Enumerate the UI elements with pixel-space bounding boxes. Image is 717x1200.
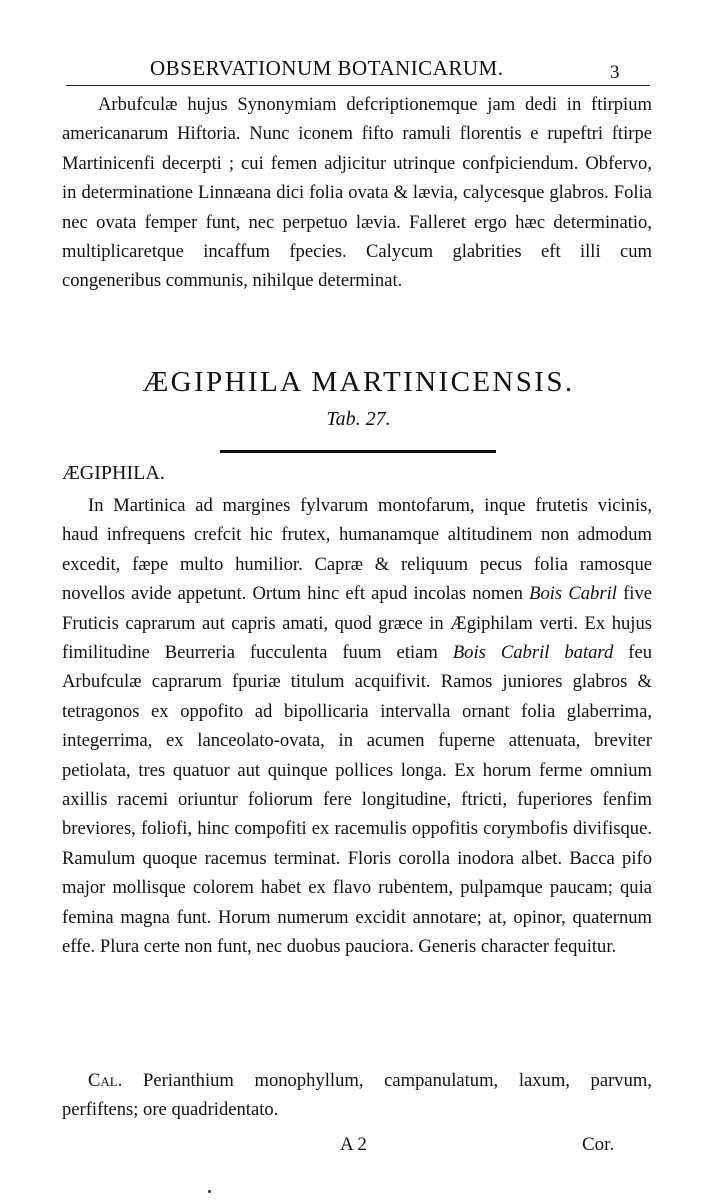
running-head bbox=[0, 52, 717, 86]
catchword: Cor. bbox=[582, 1134, 615, 1155]
header-rule bbox=[66, 85, 650, 86]
intro-paragraph bbox=[62, 90, 652, 296]
running-head-title: OBSERVATIONUM BOTANICARUM. bbox=[150, 56, 504, 80]
description-paragraph bbox=[62, 491, 652, 962]
genus-heading: ÆGIPHILA. bbox=[62, 462, 165, 484]
species-title: ÆGIPHILA MARTINICENSIS. bbox=[142, 366, 575, 398]
intro-text: Arbufculæ hujus Synonymiam defcriptionemque jam dedi in ftirpium americanarum Hiftoria. Nunc iconem fifto ramuli florentis e rupeftri ftirpe Martinicenfi decerpti ; cui femen adjicitur utrinque confpiciendum. Obfervo, in determinatione Linnæana dici folia ovata & lævia, calycesque glabros. Folia nec ovata femper funt, nec perpetuo lævia. Falleret ergo hæc determinatio, multiplicaretque incaffum fpecies. Calycum glabrities eft illi cum congeneribus communis, nihilque determinat. bbox=[62, 94, 652, 292]
ink-speck bbox=[208, 1190, 211, 1193]
signature-mark: A 2 bbox=[340, 1134, 367, 1155]
description-text bbox=[62, 491, 652, 962]
calyx-text bbox=[62, 1066, 652, 1125]
calyx-paragraph bbox=[62, 1066, 652, 1125]
calyx-label: Cal. bbox=[88, 1070, 123, 1091]
italic-name: Bois Cabril batard bbox=[452, 642, 614, 664]
description-run: In Martinica ad margines fylvarum montofarum, inque frutetis vicinis, haud infrequens crefcit hic frutex, humanamque altitudinem non admodum excedit, fæpe multo humilior. Capræ & reliquum pecus folia ramosque novellos avide appetunt. Ortum hinc eft apud incolas nomen bbox=[62, 495, 652, 605]
calyx-body: Perianthium monophyllum, campanulatum, laxum, parvum, perfiftens; ore quadridentato. bbox=[62, 1070, 652, 1121]
section-rule bbox=[220, 450, 496, 453]
page-number: 3 bbox=[610, 62, 620, 83]
plate-reference: Tab. 27. bbox=[326, 408, 391, 430]
italic-name: Bois Cabril bbox=[529, 583, 617, 605]
description-run: feu Arbufculæ caprarum fpuriæ titulum acquifivit. Ramos juniores glabros & tetragonos ex oppofito ad bipollicaria intervalla ornant folia glaberrima, integerrima, ex lanceolato-ovata, in acumen fuperne attenuata, breviter petiolata, tres quatuor aut quinque pollices longa. Ex horum ferme omnium axillis racemi oriuntur foliorum fere longitudine, ftricti, fuperiores fenfim breviores, foliofi, hinc compofiti ex racemulis oppofitis corymbofis divifisque. Ramulum quoque racemus terminat. Floris corolla inodora albet. Bacca pifo major mollisque colorem habet ex flavo rubentem, pulpamque paucam; quia femina magna funt. Horum numerum excidit annotare; at, opinor, quaternum effe. Plura certe non funt, nec duobus pauciora. Generis character fequitur. bbox=[62, 642, 652, 958]
description-run: five Fruticis caprarum aut capris amati, quod græce in Ægiphilam verti. Ex hujus fimilitudine Beurreria fucculenta fuum etiam bbox=[62, 583, 652, 664]
